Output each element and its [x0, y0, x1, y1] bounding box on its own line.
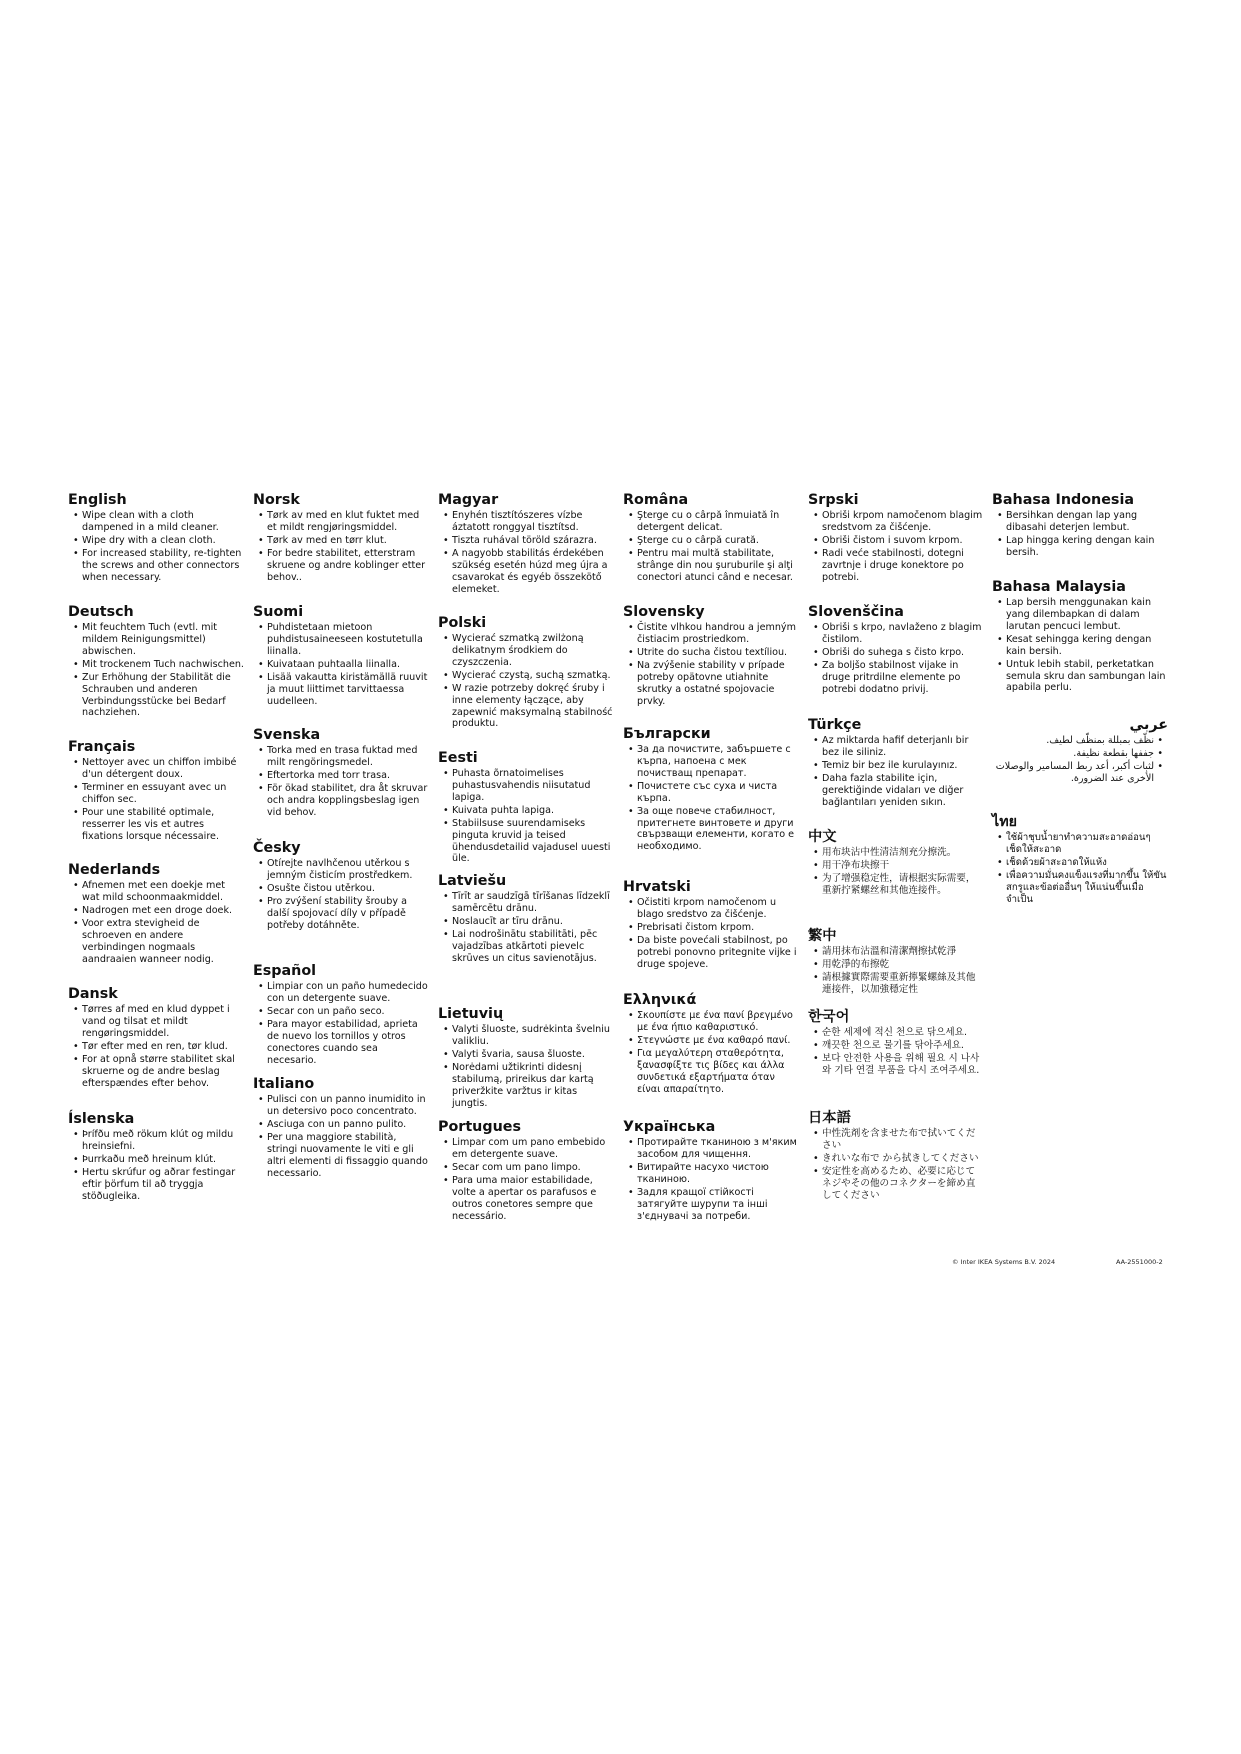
instruction-item: • Στεγνώστε με ένα καθαρό πανί.	[623, 1035, 799, 1047]
instruction-list	[623, 1137, 799, 1222]
language-section	[623, 1118, 799, 1224]
instruction-item: • Eftertorka med torr trasa.	[253, 770, 429, 782]
instruction-item: • Mit trockenem Tuch nachwischen.	[68, 659, 244, 671]
instruction-item: • Za boljšo stabilnost vijake in druge pritrdilne elemente po potrebi dodatno priviј.	[808, 660, 984, 695]
language-heading: Česky	[253, 840, 301, 856]
instruction-item: • Osušte čistou utěrkou.	[253, 883, 429, 895]
language-heading: Français	[68, 739, 136, 755]
instruction-item: • جففها بقطعة نظيفة.	[992, 748, 1168, 760]
instruction-list	[68, 880, 244, 965]
language-section	[253, 962, 429, 1068]
instruction-item: • きれいな布で から拭きしてください	[808, 1153, 984, 1165]
language-heading: Portugues	[438, 1119, 521, 1135]
language-section	[808, 491, 984, 585]
instruction-item: • Valyti šluoste, sudrėkinta švelniu valikliu.	[438, 1024, 614, 1048]
instruction-list	[808, 946, 984, 996]
language-heading: Українська	[623, 1119, 716, 1135]
instruction-list	[253, 1094, 429, 1179]
instruction-item: • Asciuga con un panno pulito.	[253, 1119, 429, 1131]
instruction-item: • Pulisci con un panno inumidito in un detersivo poco concentrato.	[253, 1094, 429, 1118]
language-heading: Polski	[438, 615, 487, 631]
instruction-item: • For bedre stabilitet, etterstram skruene og andre koblinger etter behov..	[253, 548, 429, 583]
instruction-item: • Протирайте тканиною з м'яким засобом для чищення.	[623, 1137, 799, 1161]
instruction-item: • 깨끗한 천으로 물기를 닦아주세요.	[808, 1040, 984, 1052]
instruction-item: • Mit feuchtem Tuch (evtl. mit mildem Reinigungsmittel) abwischen.	[68, 622, 244, 657]
instruction-item: • Torka med en trasa fuktad med milt rengöringsmedel.	[253, 745, 429, 769]
instruction-item: • Lap bersih menggunakan kain yang dilembapkan di dalam larutan pencuci lembut.	[992, 597, 1168, 632]
instruction-item: • Per una maggiore stabilità, stringi nuovamente le viti e gli altri elementi di fissaggio quando necessario.	[253, 1132, 429, 1179]
language-section	[438, 872, 614, 966]
language-heading: Suomi	[253, 604, 304, 620]
instruction-item: • 安定性を高めるため、必要に応じてネジやその他のコネクターを締め直してください	[808, 1166, 984, 1201]
instruction-item: • Očistiti krpom namočenom u blago sredstvo za čišćenje.	[623, 897, 799, 921]
instruction-item: • Þrífðu með rökum klút og mildu hreinsiefni.	[68, 1129, 244, 1153]
language-heading: Íslenska	[68, 1111, 135, 1127]
instruction-item: • Για μεγαλύτερη σταθερότητα, ξανασφίξτε τις βίδες και άλλα συνδετικά εξαρτήματα όταν είναι απαραίτητο.	[623, 1048, 799, 1095]
language-section	[808, 1109, 984, 1203]
instruction-item: • Tiszta ruhával töröld szárazra.	[438, 535, 614, 547]
instruction-item: • Nadrogen met een droge doek.	[68, 905, 244, 917]
language-heading: 한국어	[808, 1009, 850, 1025]
language-heading: Български	[623, 726, 711, 742]
instruction-item: • เพื่อความมั่นคงแข็งแรงที่มากขึ้น ให้ขันสกรูและข้อต่ออื่นๆ ให้แน่นขึ้นเมื่อจำเป็น	[992, 870, 1168, 905]
instruction-item: • Secar com um pano limpo.	[438, 1162, 614, 1174]
instruction-item: • 用乾淨的布擦乾	[808, 959, 984, 971]
instruction-item: • 为了增强稳定性，请根据实际需要，重新拧紧螺丝和其他连接件。	[808, 873, 984, 897]
language-heading: Eesti	[438, 750, 478, 766]
instruction-item: • Puhdistetaan mietoon puhdistusaineeseen kostutetulla liinalla.	[253, 622, 429, 657]
instruction-list	[808, 1128, 984, 1202]
instruction-list	[253, 622, 429, 707]
instruction-item: • Tīrīt ar saudzīgā tīrīšanas līdzeklī samērcētu drānu.	[438, 891, 614, 915]
instruction-item: • Wipe dry with a clean cloth.	[68, 535, 244, 547]
instruction-item: • Untuk lebih stabil, perketatkan semula skru dan sambungan lain apabila perlu.	[992, 659, 1168, 694]
language-heading: Ελληνικά	[623, 992, 697, 1008]
instruction-item: • 보다 안전한 사용을 위해 필요 시 나사와 기타 연결 부품을 다시 조여주세요.	[808, 1053, 984, 1077]
language-heading: Bahasa Malaysia	[992, 579, 1126, 595]
instruction-item: • Bersihkan dengan lap yang dibasahi deterjen lembut.	[992, 510, 1168, 534]
language-section	[438, 614, 614, 732]
language-heading: 日本語	[808, 1110, 851, 1126]
instruction-item: • Pentru mai multă stabilitate, strânge din nou şuruburile şi alţi conectori atunci când e necesar.	[623, 548, 799, 583]
instruction-item: • Почистете със суха и чиста кърпа.	[623, 781, 799, 805]
instruction-item: • Obriši s krpo, navlaženo z blagim čistilom.	[808, 622, 984, 646]
language-section	[992, 813, 1168, 907]
instruction-item: • Da biste povećali stabilnost, po potrebi ponovno pritegnite vijke i druge spojeve.	[623, 935, 799, 970]
instruction-item: • Čistite vlhkou handrou a jemným čistiacim prostriedkom.	[623, 622, 799, 646]
instruction-item: • Afnemen met een doekje met wat mild schoonmaakmiddel.	[68, 880, 244, 904]
language-heading: Norsk	[253, 492, 300, 508]
instruction-item: • Limpar com um pano embebido em detergente suave.	[438, 1137, 614, 1161]
instruction-item: • Valyti švaria, sausa šluoste.	[438, 1049, 614, 1061]
language-section	[623, 491, 799, 585]
instruction-item: • Terminer en essuyant avec un chiffon sec.	[68, 782, 244, 806]
instruction-item: • För ökad stabilitet, dra åt skruvar och andra kopplingsbeslag igen vid behov.	[253, 783, 429, 818]
instruction-list	[808, 847, 984, 897]
language-heading: Lietuvių	[438, 1006, 504, 1022]
instruction-item: • Para uma maior estabilidade, volte a apertar os parafusos e outros conetores sempre que necessário.	[438, 1175, 614, 1222]
instruction-item: • Radi veće stabilnosti, dotegni zavrtnje i druge konektore po potrebi.	[808, 548, 984, 583]
language-heading: Bahasa Indonesia	[992, 492, 1134, 508]
language-section	[808, 1008, 984, 1078]
language-heading: Dansk	[68, 986, 118, 1002]
instruction-list	[808, 735, 984, 809]
language-section	[623, 603, 799, 709]
instruction-item: • Задля кращої стійкості затягуйте шурупи та інші з'єднувачі за потреби.	[623, 1187, 799, 1222]
instruction-item: • Obriši čistom i suvom krpom.	[808, 535, 984, 547]
instruction-item: • Tørk av med en klut fuktet med et mildt rengjøringsmiddel.	[253, 510, 429, 534]
instruction-item: • Wycierać szmatką zwilżoną delikatnym środkiem do czyszczenia.	[438, 633, 614, 668]
instruction-list	[992, 735, 1168, 785]
instruction-item: • Stabiilsuse suurendamiseks pinguta kruvid ja teised ühendusdetailid vajadusel uuesti üle.	[438, 818, 614, 865]
language-section	[253, 839, 429, 933]
instruction-list	[253, 745, 429, 819]
instruction-item: • Tørk av med en tørr klut.	[253, 535, 429, 547]
instruction-list	[992, 832, 1168, 906]
language-section	[992, 578, 1168, 696]
instruction-list	[992, 510, 1168, 559]
instruction-item: • Otírejte navlhčenou utěrkou s jemným čisticím prostředkem.	[253, 858, 429, 882]
language-heading: Nederlands	[68, 862, 161, 878]
language-section	[438, 1118, 614, 1224]
instruction-item: • Az miktarda hafif deterjanlı bir bez ile siliniz.	[808, 735, 984, 759]
language-section	[68, 491, 244, 585]
instruction-item: • Pour une stabilité optimale, resserrer les vis et autres fixations lorsque nécessaire.	[68, 807, 244, 842]
instruction-item: • Voor extra stevigheid de schroeven en andere verbindingen nogmaals aandraaien wanneer nodig.	[68, 918, 244, 965]
instruction-item: • A nagyobb stabilitás érdekében szükség esetén húzd meg újra a csavarokat és egyéb összekötő elemeket.	[438, 548, 614, 595]
instruction-item: • Σκουπίστε με ένα πανί βρεγμένο με ένα ήπιο καθαριστικό.	[623, 1010, 799, 1034]
instruction-item: • Na zvýšenie stability v prípade potreby opätovne utiahnite skrutky a ostatné spojovacie prvky.	[623, 660, 799, 707]
instruction-item: • Temiz bir bez ile kurulayınız.	[808, 760, 984, 772]
language-section	[68, 861, 244, 967]
instruction-item: • Daha fazla stabilite için, gerektiğinde vidaları ve diğer bağlantıları yeniden sıkın.	[808, 773, 984, 808]
instruction-item: • 순한 세제에 적신 천으로 닦으세요.	[808, 1027, 984, 1039]
language-section	[253, 603, 429, 709]
instruction-item: • Puhasta õrnatoimelises puhastusvahendis niisutatud lapiga.	[438, 768, 614, 803]
language-heading: Italiano	[253, 1076, 315, 1092]
instruction-item: • Noslaucīt ar tīru drānu.	[438, 916, 614, 928]
instruction-list	[253, 858, 429, 932]
language-heading: Srpski	[808, 492, 859, 508]
instruction-item: • Obriši krpom namočenom blagim sredstvom za čišćenje.	[808, 510, 984, 534]
language-heading: Slovensky	[623, 604, 705, 620]
language-section	[808, 603, 984, 697]
instruction-item: • 中性洗剤を含ませた布で拭いてください	[808, 1128, 984, 1152]
instruction-list	[623, 1010, 799, 1095]
language-heading: ไทย	[992, 814, 1017, 830]
instruction-item: • Limpiar con un paño humedecido con un detergente suave.	[253, 981, 429, 1005]
instruction-item: • For at opnå større stabilitet skal skruerne og de andre beslag efterspændes efter behov.	[68, 1054, 244, 1089]
language-section	[808, 828, 984, 898]
instruction-item: • Utrite do sucha čistou textíliou.	[623, 647, 799, 659]
instruction-item: • For increased stability, re-tighten the screws and other connectors when necessary.	[68, 548, 244, 583]
instruction-item: • Wipe clean with a cloth dampened in a mild cleaner.	[68, 510, 244, 534]
language-heading: Türkçe	[808, 717, 862, 733]
instruction-item: • Secar con un paño seco.	[253, 1006, 429, 1018]
instruction-list	[438, 633, 614, 730]
language-section	[68, 603, 244, 721]
instruction-list	[623, 744, 799, 853]
language-heading: Deutsch	[68, 604, 134, 620]
instruction-item: • Lap hingga kering dengan kain bersih.	[992, 535, 1168, 559]
language-section	[68, 738, 244, 844]
instruction-item: • Kesat sehingga kering dengan kain bersih.	[992, 634, 1168, 658]
language-heading: Latviešu	[438, 873, 507, 889]
language-section	[623, 991, 799, 1097]
language-section	[992, 716, 1168, 786]
language-heading: Magyar	[438, 492, 499, 508]
instruction-list	[68, 757, 244, 842]
language-heading: Hrvatski	[623, 879, 691, 895]
instruction-item: • เช็ดด้วยผ้าสะอาดให้แห้ง	[992, 857, 1168, 869]
instruction-item: • Nettoyer avec un chiffon imbibé d'un détergent doux.	[68, 757, 244, 781]
instruction-item: • Wycierać czystą, suchą szmatką.	[438, 670, 614, 682]
instruction-item: • Tørres af med en klud dyppet i vand og tilsat et mildt rengøringsmiddel.	[68, 1004, 244, 1039]
language-section	[623, 725, 799, 854]
language-heading: Svenska	[253, 727, 321, 743]
language-section	[438, 1005, 614, 1111]
instruction-list	[68, 1004, 244, 1089]
language-section	[253, 1075, 429, 1181]
instruction-item: • Para mayor estabilidad, aprieta de nuevo los tornillos y otros conectores cuando sea necesario.	[253, 1019, 429, 1066]
instruction-item: • Obriši do suhega s čisto krpo.	[808, 647, 984, 659]
instruction-item: • Lai nodrošinātu stabilitāti, pēc vajadzības atkārtoti pievelc skrūves un citus savienotājus.	[438, 929, 614, 964]
instruction-item: • 請用抹布沾溫和清潔劑擦拭乾淨	[808, 946, 984, 958]
language-section	[992, 491, 1168, 560]
language-section	[438, 491, 614, 597]
instruction-item: • Hertu skrúfur og aðrar festingar eftir þörfum til að tryggja stöðugleika.	[68, 1167, 244, 1202]
instruction-item: • Enyhén tisztítószeres vízbe áztatott ronggyal tisztítsd.	[438, 510, 614, 534]
instruction-item: • Þurrkaðu með hreinum klút.	[68, 1154, 244, 1166]
language-section	[438, 749, 614, 867]
instruction-item: • 用干净布块擦干	[808, 860, 984, 872]
language-section	[808, 716, 984, 810]
instruction-list	[438, 510, 614, 595]
instruction-list	[438, 1024, 614, 1109]
document-code: AA-2551000-2	[1116, 1258, 1163, 1266]
instruction-item: • Şterge cu o cârpă curată.	[623, 535, 799, 547]
language-section	[253, 491, 429, 585]
instruction-list	[623, 510, 799, 584]
instruction-list	[438, 1137, 614, 1222]
instruction-item: • Pro zvýšení stability šrouby a další spojovací díly v případě potřeby dotáhněte.	[253, 896, 429, 931]
instruction-item: • За да почистите, забършете с кърпа, напоена с мек почистващ препарат.	[623, 744, 799, 779]
language-section	[68, 1110, 244, 1204]
instruction-item: • Zur Erhöhung der Stabilität die Schrauben und anderen Verbindungsstücke bei Bedarf nachziehen.	[68, 672, 244, 719]
language-heading: Slovenščina	[808, 604, 904, 620]
instruction-list	[68, 622, 244, 719]
language-heading: 繁中	[808, 928, 837, 944]
instruction-item: • نظّف بمبللة بمنظّف لطيف.	[992, 735, 1168, 747]
instruction-item: • Prebrisati čistom krpom.	[623, 922, 799, 934]
language-section	[623, 878, 799, 972]
instruction-list	[623, 622, 799, 707]
language-section	[808, 927, 984, 997]
language-heading: عربي	[1129, 717, 1168, 733]
instruction-list	[808, 1027, 984, 1077]
instruction-list	[808, 622, 984, 696]
language-section	[253, 726, 429, 820]
instruction-list	[438, 768, 614, 865]
instruction-item: • Norėdami užtikrinti didesnį stabilumą, prireikus dar kartą priveržkite varžtus ir kitas jungtis.	[438, 1062, 614, 1109]
instruction-item: • Tør efter med en ren, tør klud.	[68, 1041, 244, 1053]
instruction-item: • За още повече стабилност, притегнете винтовете и други свързващи елементи, когато е необходимо.	[623, 806, 799, 853]
instruction-list	[68, 510, 244, 584]
instruction-item: • لثبات أكبر، أعد ربط المسامير والوصلات الأخرى عند الضرورة.	[992, 761, 1168, 785]
instruction-item: • 用布块沾中性清洁剂充分擦洗。	[808, 847, 984, 859]
instruction-list	[623, 897, 799, 971]
instruction-item: • Витирайте насухо чистою тканиною.	[623, 1162, 799, 1186]
language-section	[68, 985, 244, 1091]
instruction-list	[992, 597, 1168, 694]
instruction-item: • W razie potrzeby dokręć śruby i inne elementy łączące, aby zapewnić maksymalną stabilność produktu.	[438, 683, 614, 730]
instruction-list	[438, 891, 614, 965]
language-heading: Româna	[623, 492, 689, 508]
copyright-notice: © Inter IKEA Systems B.V. 2024	[952, 1258, 1056, 1266]
instruction-list	[808, 510, 984, 584]
instruction-list	[253, 981, 429, 1066]
instruction-item: • ใช้ผ้าชุบน้ำยาทำความสะอาดอ่อนๆ เช็ดให้สะอาด	[992, 832, 1168, 856]
instruction-item: • 請根據實際需要重新擰緊螺絲及其他連接件，以加強穩定性	[808, 972, 984, 996]
instruction-list	[68, 1129, 244, 1203]
language-heading: Español	[253, 963, 317, 979]
language-heading: 中文	[808, 829, 837, 845]
language-heading: English	[68, 492, 127, 508]
instruction-list	[253, 510, 429, 584]
instruction-item: • Lisää vakautta kiristämällä ruuvit ja muut liittimet tarvittaessa uudelleen.	[253, 672, 429, 707]
instruction-item: • Kuivataan puhtaalla liinalla.	[253, 659, 429, 671]
instruction-item: • Kuivata puhta lapiga.	[438, 805, 614, 817]
instruction-item: • Şterge cu o cârpă înmuiată în detergent delicat.	[623, 510, 799, 534]
